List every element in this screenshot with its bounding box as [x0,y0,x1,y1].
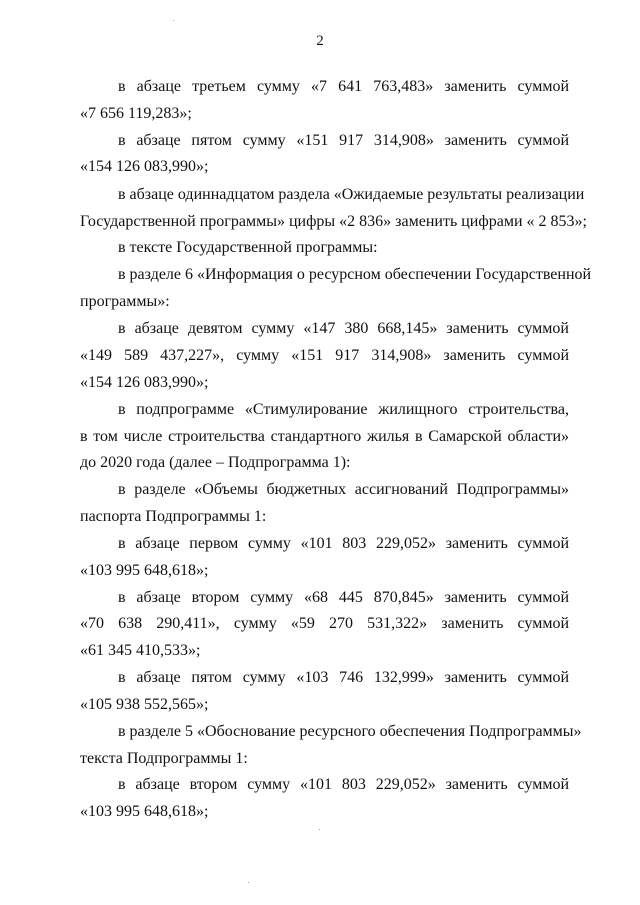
text-line: до 2020 года (далее – Подпрограмма 1): [80,454,351,471]
text-line: в абзаце первом сумму «101 803 229,052» заменить суммой [118,535,569,552]
text-line: «103 995 648,618»; [80,562,209,579]
text-line: «103 995 648,618»; [80,803,209,820]
text-line: в абзаце втором сумму «68 445 870,845» заменить суммой [118,589,569,606]
text-line: в абзаце девятом сумму «147 380 668,145» заменить суммой [118,320,569,337]
text-line: «7 656 119,283»; [80,105,192,122]
text-line: в подпрограмме «Стимулирование жилищного строительства, [118,401,569,418]
text-line: в разделе «Объемы бюджетных ассигнований Подпрограммы» [118,481,569,498]
text-line: в разделе 5 «Обоснование ресурсного обеспечения Подпрограммы» [118,723,582,740]
text-line: в абзаце третьем сумму «7 641 763,483» заменить суммой [118,78,569,95]
scan-speck [319,829,320,830]
text-line: паспорта Подпрограммы 1: [80,508,267,525]
scan-speck [173,20,174,21]
text-line: программы»: [80,293,170,310]
text-line: «149 589 437,227», сумму «151 917 314,908» заменить суммой [80,347,569,364]
text-line: «61 345 410,533»; [80,642,201,659]
text-line: в разделе 6 «Информация о ресурсном обеспечении Государственной [118,266,592,283]
scan-speck [248,882,249,883]
text-line: текста Подпрограммы 1: [80,750,248,767]
text-line: Государственной программы» цифры «2 836» заменить цифрами « 2 853»; [80,213,587,230]
text-line: «154 126 083,990»; [80,374,209,391]
text-line: в абзаце втором сумму «101 803 229,052» заменить суммой [118,776,569,793]
text-line: «154 126 083,990»; [80,158,209,175]
text-line: в абзаце пятом сумму «151 917 314,908» заменить суммой [118,132,569,149]
text-line: в тексте Государственной программы: [118,239,378,256]
text-line: «70 638 290,411», сумму «59 270 531,322» заменить суммой [80,615,569,632]
text-line: в абзаце одиннадцатом раздела «Ожидаемые результаты реализации [118,186,585,203]
text-line: в том числе строительства стандартного жилья в Самарской области» [80,428,569,445]
text-line: «105 938 552,565»; [80,696,209,713]
text-line: в абзаце пятом сумму «103 746 132,999» заменить суммой [118,669,569,686]
page-number: 2 [316,33,324,49]
